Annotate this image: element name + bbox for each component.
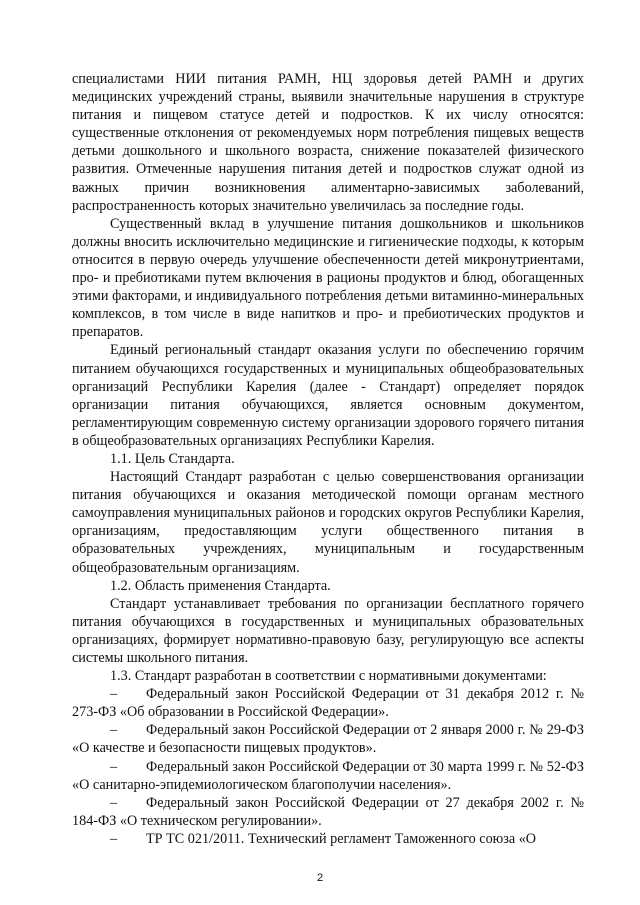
list-item (72, 685, 584, 721)
section-heading: 1.3. Стандарт разработан в соответствии с нормативными документами: (110, 668, 547, 685)
dash-marker: – (110, 758, 118, 775)
list-item-text: Федеральный закон Российской Федерации от 2 января 2000 г. № 29-ФЗ «О качестве и безопасности пищевых продуктов». (72, 722, 584, 757)
paragraph: специалистами НИИ питания РАМН, НЦ здоровья детей РАМН и других медицинских учреждений страны, выявили значительные нарушения в структуре питания и пищевом статусе детей и подростков. К их числу относятся: существенные отклонения от рекомендуемых норм потребления пищевых веществ детьми дошкольного и школьного возраста, снижение показателей физического развития. Отмеченные нарушения питания детей и подростков служат одной из важных причин возникновения алиментарно-зависимых заболеваний, распространенность которых значительно увеличилась за последние годы. (72, 71, 584, 214)
page-number: 2 (316, 872, 324, 884)
section-heading: 1.1. Цель Стандарта. (110, 450, 235, 467)
paragraph: Настоящий Стандарт разработан с целью совершенствования организации питания обучающихся и оказания методической помощи органам местного самоуправления муниципальных районов и городских округов Республики Карелия, организациям, предоставляющим услуги общественного питания в образовательных учреждениях, муниципальным и государственным общеобразовательным организациям. (72, 469, 584, 576)
list-item (72, 721, 584, 757)
paragraph: Единый региональный стандарт оказания услуги по обеспечению горячим питанием обучающихся государственных и муниципальных общеобразовательных организаций Республики Карелия (далее - Стандарт) определяет порядок организации питания обучающихся, является основным документом, регламентирующим современную систему организации здорового горячего питания в общеобразовательных организациях Республики Карелия. (72, 342, 584, 449)
dash-marker: – (110, 794, 118, 811)
list-item-text: Федеральный закон Российской Федерации от 27 декабря 2002 г. № 184-ФЗ «О техническом регулировании». (72, 794, 584, 829)
section-heading: 1.2. Область применения Стандарта. (110, 577, 331, 594)
dash-marker: – (110, 722, 118, 739)
list-item-text: Федеральный закон Российской Федерации от 30 марта 1999 г. № 52-ФЗ «О санитарно-эпидемиологическом благополучии населения». (72, 758, 584, 793)
paragraph: Существенный вклад в улучшение питания дошкольников и школьников должны вносить исключительно медицинские и гигиенические подходы, к которым относится в первую очередь улучшение обеспеченности детей микронутриентами, про- и пребиотиками путем включения в рационы продуктов и блюд, обогащенных этими факторами, и индивидуального потребления детьми витаминно-минеральных комплексов, в том числе в виде напитков и про- и пребиотических продуктов и препаратов. (72, 215, 584, 341)
list-item-text: Федеральный закон Российской Федерации от 31 декабря 2012 г. № 273-ФЗ «Об образовании в Российской Федерации». (72, 686, 584, 721)
list-item (72, 794, 584, 830)
document-body (72, 70, 584, 848)
dash-marker: – (110, 830, 118, 847)
dash-marker: – (110, 686, 118, 703)
list-item-text: ТР ТС 021/2011. Технический регламент Таможенного союза «О (146, 830, 537, 847)
list-item (72, 758, 584, 794)
paragraph: Стандарт устанавливает требования по организации бесплатного горячего питания обучающихся в государственных и муниципальных образовательных организациях, формирует нормативно-правовую базу, регулирующую все аспекты системы школьного питания. (72, 595, 584, 666)
list-item (72, 830, 584, 848)
